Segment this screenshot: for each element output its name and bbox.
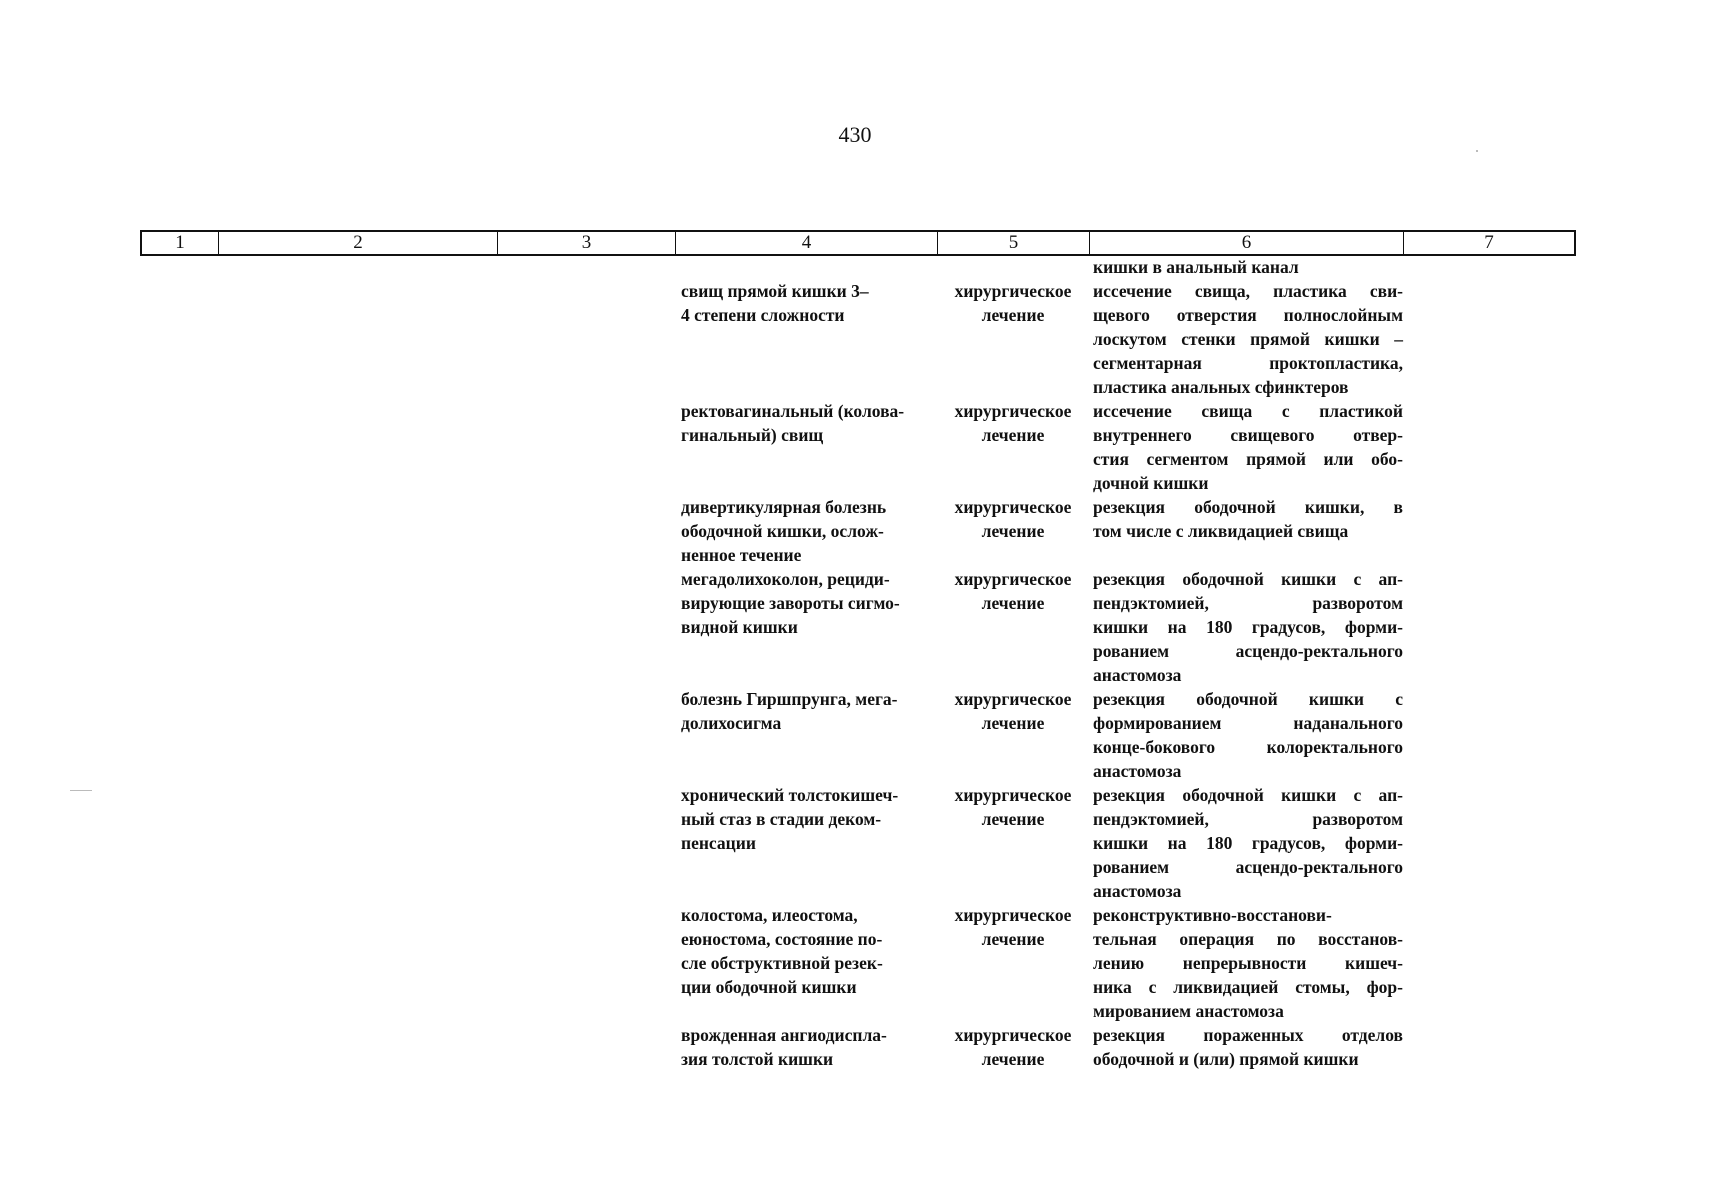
treatment-method-cell-line: ника с ликвидацией стомы, фор-	[1093, 977, 1403, 997]
treatment-type-cell-line: хирургическое	[954, 569, 1072, 589]
diagnosis-cell-line: видной кишки	[681, 617, 798, 637]
treatment-type-cell-line: хирургическое	[954, 785, 1072, 805]
treatment-method-cell-line: резекция ободочной кишки с ап-	[1093, 785, 1403, 805]
treatment-method-cell-line: дочной кишки	[1093, 473, 1209, 493]
diagnosis-cell-line: гинальный) свищ	[681, 425, 824, 445]
treatment-method-cell-line: формированием наданального	[1093, 713, 1403, 733]
diagnosis-cell-line: хронический толстокишеч-	[681, 785, 899, 805]
treatment-method-cell-line: конце-бокового колоректального	[1093, 737, 1403, 757]
diagnosis-cell-line: зия толстой кишки	[681, 1049, 834, 1069]
treatment-method-cell-line: резекция ободочной кишки с ап-	[1093, 569, 1403, 589]
column-header-7: 7	[1484, 232, 1494, 253]
diagnosis-cell-line: ободочной кишки, ослож-	[681, 521, 884, 541]
treatment-method-cell-line: иссечение свища с пластикой	[1093, 401, 1403, 421]
treatment-method-cell-line: анастомоза	[1093, 881, 1182, 901]
treatment-method-cell-line: пендэктомией, разворотом	[1093, 593, 1403, 613]
treatment-type-cell	[943, 903, 1083, 951]
treatment-method-cell-line: стия сегментом прямой или обо-	[1093, 449, 1403, 469]
treatment-type-cell	[943, 687, 1083, 735]
treatment-type-cell-line: хирургическое	[954, 281, 1072, 301]
treatment-method-cell	[1093, 1023, 1403, 1071]
diagnosis-cell	[681, 495, 943, 567]
diagnosis-cell-line: вирующие завороты сигмо-	[681, 593, 900, 613]
treatment-method-cell-line: том числе с ликвидацией свища	[1093, 521, 1349, 541]
treatment-method-cell	[1093, 399, 1403, 495]
treatment-method-cell-line: резекция ободочной кишки с	[1093, 689, 1403, 709]
treatment-method-cell-line: пендэктомией, разворотом	[1093, 809, 1403, 829]
treatment-type-cell	[943, 495, 1083, 543]
diagnosis-cell	[681, 687, 943, 735]
diagnosis-cell	[681, 399, 943, 447]
treatment-method-cell-line: рованием асцендо-ректального	[1093, 641, 1403, 661]
column-header-4: 4	[676, 232, 938, 254]
treatment-method-cell	[1093, 783, 1403, 903]
diagnosis-cell	[681, 783, 943, 855]
treatment-method-cell-line: щевого отверстия полнослойным	[1093, 305, 1403, 325]
treatment-method-cell-line: анастомоза	[1093, 761, 1182, 781]
diagnosis-cell-line: ный стаз в стадии деком-	[681, 809, 882, 829]
diagnosis-cell	[681, 903, 943, 999]
continuation-line: кишки в анальный канал	[1093, 257, 1299, 277]
treatment-method-cell-line: ободочной и (или) прямой кишки	[1093, 1049, 1359, 1069]
treatment-method-cell-line: реконструктивно-восстанови-	[1093, 905, 1332, 925]
treatment-type-cell-line: хирургическое	[954, 497, 1072, 517]
treatment-method-cell	[1093, 903, 1403, 1023]
treatment-type-cell-line: лечение	[981, 713, 1045, 733]
treatment-type-cell-line: хирургическое	[954, 1025, 1072, 1045]
treatment-method-cell-line: резекция ободочной кишки, в	[1093, 497, 1403, 517]
treatment-type-cell-line: хирургическое	[954, 401, 1072, 421]
diagnosis-cell-line: ректовагинальный (колова-	[681, 401, 905, 421]
treatment-type-cell-line: лечение	[981, 305, 1045, 325]
treatment-method-cell-line: пластика анальных сфинктеров	[1093, 377, 1349, 397]
treatment-method-cell	[1093, 279, 1403, 399]
column-header-1: 1	[142, 232, 219, 254]
treatment-type-cell	[943, 279, 1083, 327]
column-header-3: 3	[498, 232, 676, 254]
diagnosis-cell-line: дивертикулярная болезнь	[681, 497, 887, 517]
treatment-method-cell-line: лоскутом стенки прямой кишки –	[1093, 329, 1403, 349]
treatment-method-cell-line: тельная операция по восстанов-	[1093, 929, 1403, 949]
treatment-type-cell-line: лечение	[981, 593, 1045, 613]
treatment-method-cell-line: кишки на 180 градусов, форми-	[1093, 833, 1403, 853]
diagnosis-cell-line: ции ободочной кишки	[681, 977, 857, 997]
diagnosis-cell-line: долихосигма	[681, 713, 782, 733]
diagnosis-cell	[681, 1023, 943, 1071]
treatment-type-cell-line: лечение	[981, 425, 1045, 445]
treatment-type-cell-line: лечение	[981, 929, 1045, 949]
diagnosis-cell-line: 4 степени сложности	[681, 305, 845, 325]
scan-speck	[70, 790, 92, 791]
treatment-method-cell-line: резекция пораженных отделов	[1093, 1025, 1403, 1045]
treatment-method-cell	[1093, 567, 1403, 687]
column-header-2: 2	[219, 232, 498, 254]
diagnosis-cell-line: ненное течение	[681, 545, 802, 565]
treatment-method-cell-line: лению непрерывности кишеч-	[1093, 953, 1403, 973]
column-header-6: 6	[1090, 232, 1404, 254]
treatment-method-cell	[1093, 687, 1403, 783]
diagnosis-cell-line: мегадолихоколон, рециди-	[681, 569, 890, 589]
treatment-method-cell-line: рованием асцендо-ректального	[1093, 857, 1403, 877]
treatment-type-cell	[943, 567, 1083, 615]
treatment-type-cell-line: лечение	[981, 521, 1045, 541]
treatment-method-cell-line: кишки на 180 градусов, форми-	[1093, 617, 1403, 637]
treatment-method-cell-line: сегментарная проктопластика,	[1093, 353, 1403, 373]
diagnosis-cell	[681, 567, 943, 639]
treatment-method-cell-line: внутреннего свищевого отвер-	[1093, 425, 1403, 445]
treatment-method-cell-line: анастомоза	[1093, 665, 1182, 685]
scan-speck	[1476, 150, 1478, 152]
diagnosis-cell-line: пенсации	[681, 833, 756, 853]
treatment-method-cell-line: мированием анастомоза	[1093, 1001, 1284, 1021]
column-header-5: 5	[938, 232, 1090, 254]
diagnosis-cell-line: врожденная ангиодиспла-	[681, 1025, 887, 1045]
treatment-type-cell-line: лечение	[981, 1049, 1045, 1069]
treatment-type-cell	[943, 399, 1083, 447]
treatment-type-cell-line: лечение	[981, 809, 1045, 829]
column-header-row	[140, 230, 1576, 256]
treatment-type-cell-line: хирургическое	[954, 905, 1072, 925]
diagnosis-cell-line: свищ прямой кишки 3–	[681, 281, 869, 301]
diagnosis-cell	[681, 279, 943, 327]
diagnosis-cell-line: еюностома, состояние по-	[681, 929, 883, 949]
treatment-method-cell-line: иссечение свища, пластика сви-	[1093, 281, 1403, 301]
diagnosis-cell-line: сле обструктивной резек-	[681, 953, 883, 973]
treatment-type-cell-line: хирургическое	[954, 689, 1072, 709]
treatment-method-cell	[1093, 495, 1403, 543]
diagnosis-cell-line: колостома, илеостома,	[681, 905, 858, 925]
page-number: 430	[838, 122, 872, 147]
treatment-type-cell	[943, 1023, 1083, 1071]
treatment-type-cell	[943, 783, 1083, 831]
diagnosis-cell-line: болезнь Гиршпрунга, мега-	[681, 689, 898, 709]
